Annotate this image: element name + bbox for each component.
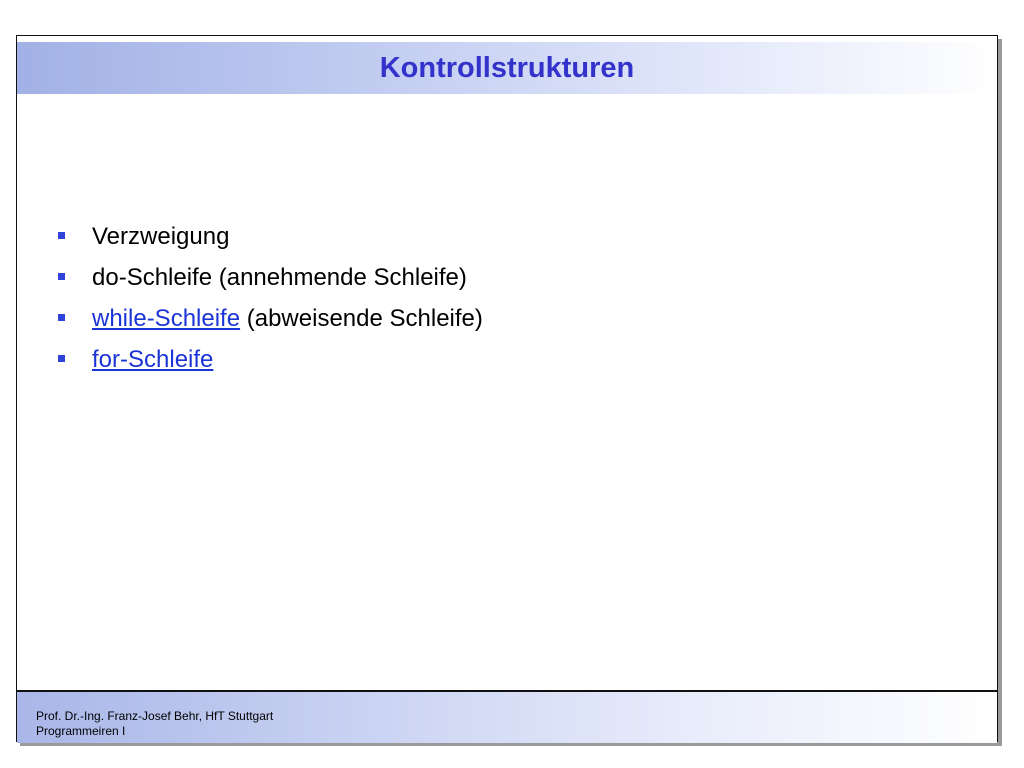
- bullet-square-icon: [58, 355, 65, 362]
- slide: [16, 35, 998, 742]
- list-item: [57, 257, 483, 298]
- list-item: [57, 216, 483, 257]
- bullet-text: do-Schleife (annehmende Schleife): [92, 264, 467, 291]
- footer-author: Prof. Dr.-Ing. Franz-Josef Behr, HfT Stuttgart: [36, 709, 274, 723]
- list-item: [57, 339, 483, 380]
- bullet-square-icon: [58, 232, 65, 239]
- bullet-square-icon: [58, 273, 65, 280]
- footer: [17, 690, 997, 743]
- bullet-list: [57, 216, 483, 380]
- while-schleife-link[interactable]: while-Schleife: [92, 305, 241, 332]
- slide-title: Kontrollstrukturen: [379, 52, 635, 84]
- title-bar: [17, 42, 997, 94]
- for-schleife-link[interactable]: for-Schleife: [92, 346, 214, 373]
- footer-course: Programmeiren I: [36, 724, 126, 738]
- list-item: [57, 298, 483, 339]
- bullet-text: (abweisende Schleife): [240, 305, 483, 332]
- bullet-text: Verzweigung: [92, 223, 230, 250]
- bullet-square-icon: [58, 314, 65, 321]
